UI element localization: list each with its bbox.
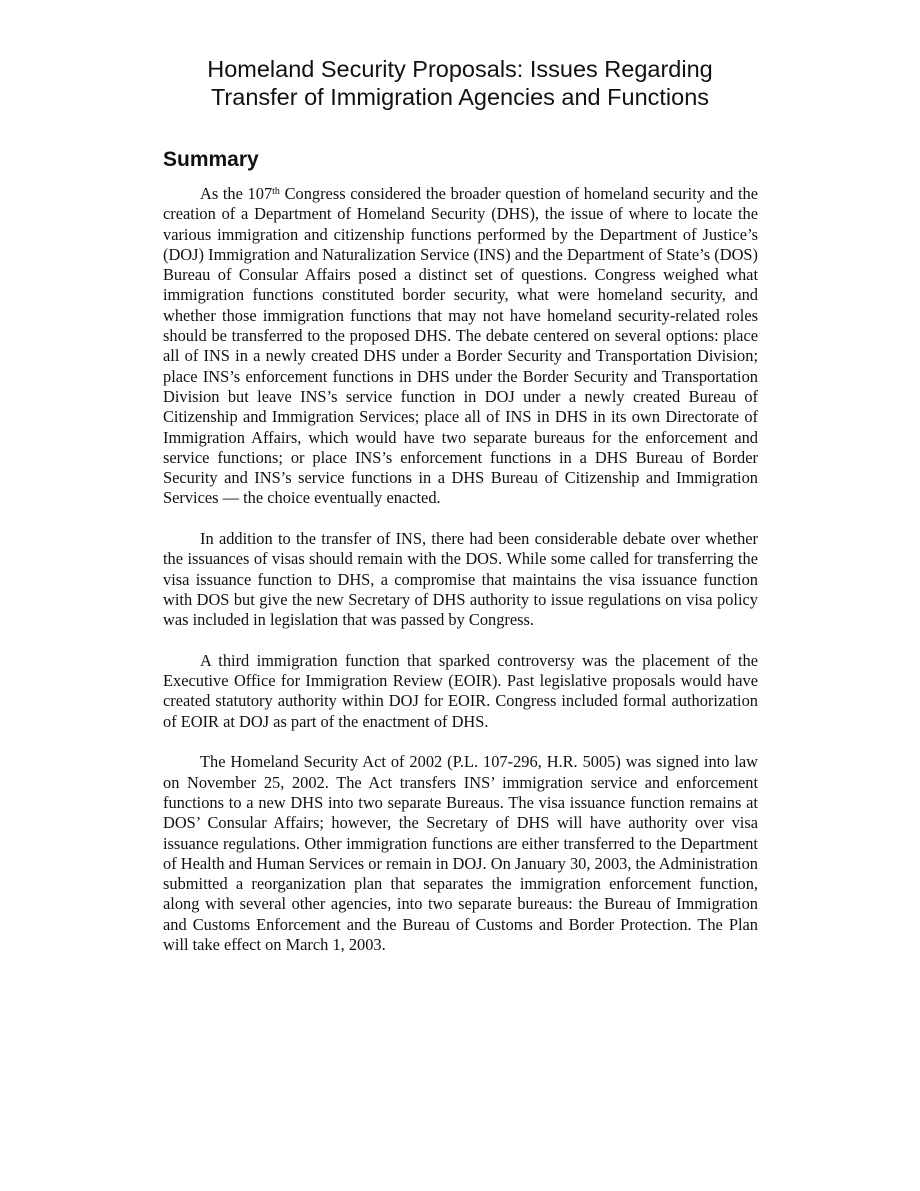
summary-paragraph-3: A third immigration function that sparked controversy was the placement of the Executive Office for Immigration Review (EOIR). Past legislative proposals would have created statutory authority within DOJ for EOIR. Congress included formal authorization of EOIR at DOJ as part of the enactment of DHS.: [163, 650, 758, 731]
summary-paragraph-2: In addition to the transfer of INS, there had been considerable debate over whether the issuances of visas should remain with the DOS. While some called for transferring the visa issuance function to DHS, a compromise that maintains the visa issuance function with DOS but give the new Secretary of DHS authority to issue regulations on visa policy was included in legislation that was passed by Congress.: [163, 529, 758, 630]
paragraph-1-text: Congress considered the broader question of homeland security and the creation of a Department of Homeland Security (DHS), the issue of where to locate the various immigration and citizenship functions performed by the Department of Justice’s (DOJ) Immigration and Naturalization Service (INS) and the Department of State’s (DOS) Bureau of Consular Affairs posed a distinct set of questions. Congress weighed what immigration functions constituted border security, what were homeland security, and whether those immigration functions that may not have homeland security-related roles should be transferred to the proposed DHS. The debate centered on several options: place all of INS in a newly created DHS under a Border Security and Transportation Division; place INS’s enforcement functions in DHS under the Border Security and Transportation Division but leave INS’s service function in DOJ under a newly created Bureau of Citizenship and Immigration Services; place all of INS in DHS in its own Directorate of Immigration Affairs, which would have two separate bureaus for the enforcement and service functions; or place INS’s enforcement functions in a DHS Bureau of Border Security and INS’s service functions in a DHS Bureau of Citizenship and Immigration Services — the choice eventually enacted.: [163, 184, 758, 508]
summary-body: [163, 184, 758, 955]
summary-paragraph-1: [163, 184, 758, 509]
summary-paragraph-4: The Homeland Security Act of 2002 (P.L. 107-296, H.R. 5005) was signed into law on November 25, 2002. The Act transfers INS’ immigration service and enforcement functions to a new DHS into two separate Bureaus. The visa issuance function remains at DOS’ Consular Affairs; however, the Secretary of DHS will have authority over visa issuance regulations. Other immigration functions are either transferred to the Department of Health and Human Services or remain in DOJ. On January 30, 2003, the Administration submitted a reorganization plan that separates the immigration enforcement function, along with several other agencies, into two separate bureaus: the Bureau of Immigration and Customs Enforcement and the Bureau of Customs and Border Protection. The Plan will take effect on March 1, 2003.: [163, 752, 758, 954]
paragraph-1-lead: As the 107: [200, 184, 273, 203]
section-heading-summary: Summary: [163, 148, 259, 171]
ordinal-suffix: th: [272, 186, 280, 197]
document-title-line-1: Homeland Security Proposals: Issues Regarding: [207, 56, 713, 82]
document-title-line-2: Transfer of Immigration Agencies and Functions: [210, 84, 710, 110]
document-title: [140, 55, 780, 111]
